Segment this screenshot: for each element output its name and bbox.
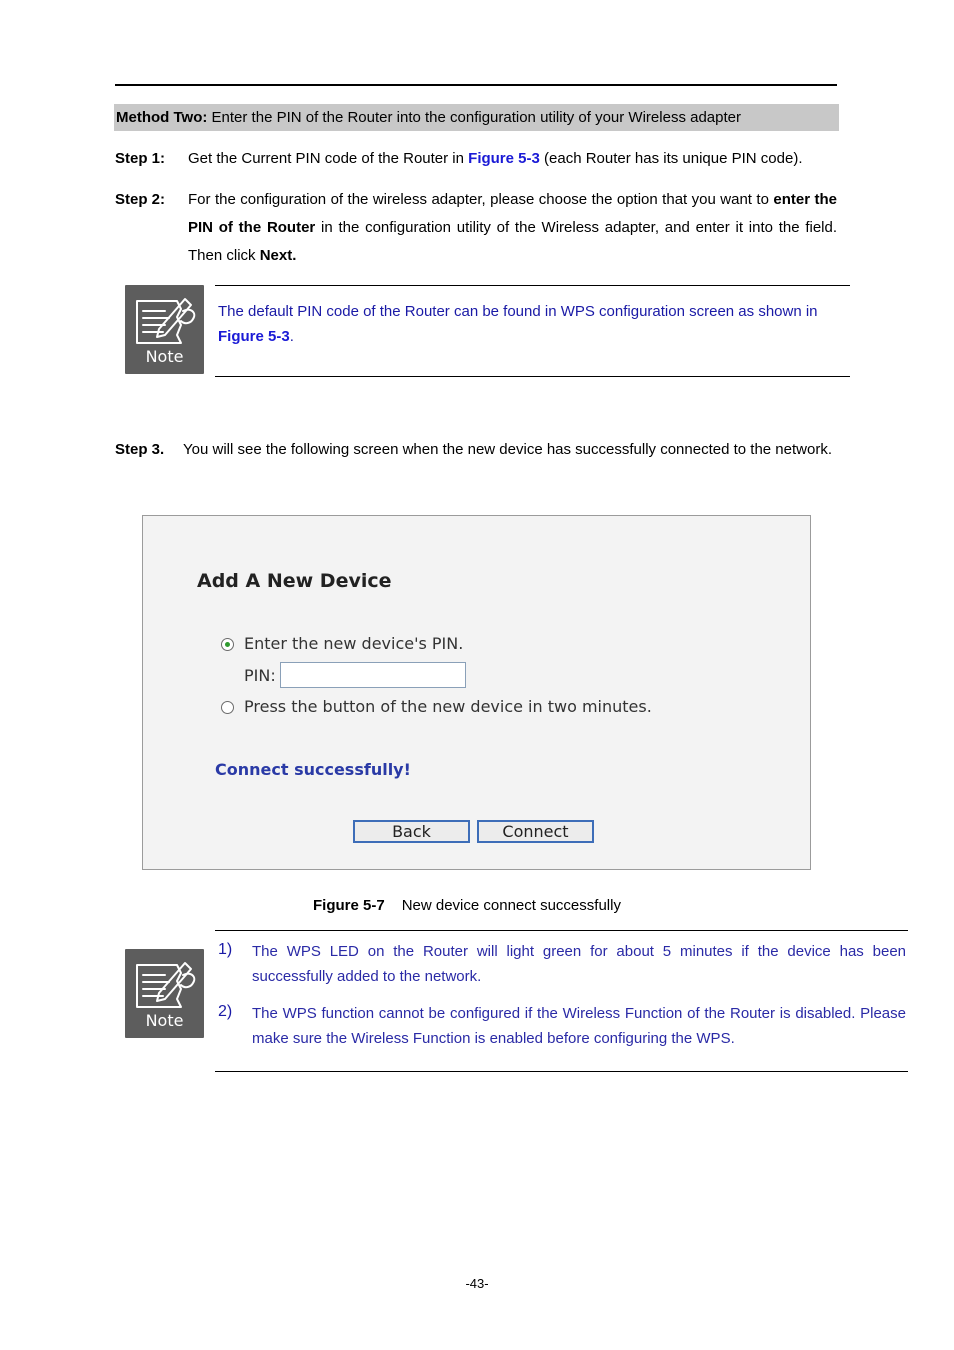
- radio-enter-pin[interactable]: [221, 638, 234, 651]
- step1-label: Step 1:: [115, 150, 166, 167]
- step2-label: Step 2:: [115, 191, 166, 208]
- step1-text-before: Get the Current PIN code of the Router in: [188, 150, 469, 167]
- step3-text: You will see the following screen when the new device has successfully connected to the network.: [183, 441, 832, 458]
- note1-text-before: The default PIN code of the Router can be found in WPS configuration screen as shown in: [218, 303, 818, 320]
- pin-label: PIN:: [244, 666, 276, 685]
- step1-text-after: (each Router has its unique PIN code).: [539, 150, 803, 167]
- note2-top-rule: [215, 930, 908, 931]
- option-enter-pin-label: Enter the new device's PIN.: [244, 634, 464, 653]
- add-device-screenshot: [142, 515, 811, 870]
- note1-top-rule: [215, 285, 850, 286]
- figure-caption-text: New device connect successfully: [401, 897, 621, 914]
- header-rule: [115, 84, 837, 86]
- note-icon: [125, 285, 204, 374]
- note-icon-label: Note: [145, 347, 184, 366]
- note2-item-1-text: The WPS LED on the Router will light green for about 5 minutes if the device has been successfully added to the network.: [252, 943, 906, 985]
- figure-caption: [313, 897, 621, 914]
- step2-text-b: in the configuration utility of the Wireless adapter, and enter it into the field. Then click: [188, 219, 838, 264]
- figure-label: Figure 5-7: [313, 897, 385, 914]
- step3-label: Step 3.: [115, 441, 165, 458]
- add-device-title: Add A New Device: [197, 570, 392, 592]
- radio-press-button[interactable]: [221, 701, 234, 714]
- note-icon-label: Note: [145, 1011, 184, 1030]
- connect-button[interactable]: Connect: [477, 820, 594, 843]
- step2-bold-a: enter the PIN of the Router: [188, 191, 837, 236]
- note1-text-after: .: [289, 328, 294, 345]
- radio-selected-dot: [225, 642, 230, 647]
- note2-item-2-text: The WPS function cannot be configured if the Wireless Function of the Router is disabled. Please make sure the Wireless Function is enabled before configuring the WPS.: [252, 1005, 906, 1047]
- figure-5-3-link[interactable]: Figure 5-3: [468, 150, 540, 167]
- method-label: Method Two:: [116, 109, 208, 126]
- page-number: -43-: [465, 1276, 489, 1291]
- note-icon: [125, 949, 204, 1038]
- method-two-heading: [114, 104, 839, 131]
- note2-item-2-number: 2): [218, 1003, 233, 1020]
- step2-text-a: For the configuration of the wireless adapter, please choose the option that you want to: [188, 191, 774, 208]
- note1-bottom-rule: [215, 376, 850, 377]
- step2-bold-b: Next.: [259, 247, 297, 264]
- step1-text: [188, 145, 838, 173]
- connect-status: Connect successfully!: [215, 760, 411, 779]
- note1-text: [218, 299, 850, 349]
- note1-figure-link[interactable]: Figure 5-3: [218, 328, 290, 345]
- note2-bottom-rule: [215, 1071, 908, 1072]
- method-text: Enter the PIN of the Router into the configuration utility of your Wireless adapter: [207, 109, 741, 126]
- back-button[interactable]: Back: [353, 820, 470, 843]
- note2-item-1-number: 1): [218, 941, 233, 958]
- step2-text: [188, 186, 837, 270]
- option-press-button-label: Press the button of the new device in two minutes.: [244, 697, 652, 716]
- pin-input[interactable]: [280, 662, 466, 688]
